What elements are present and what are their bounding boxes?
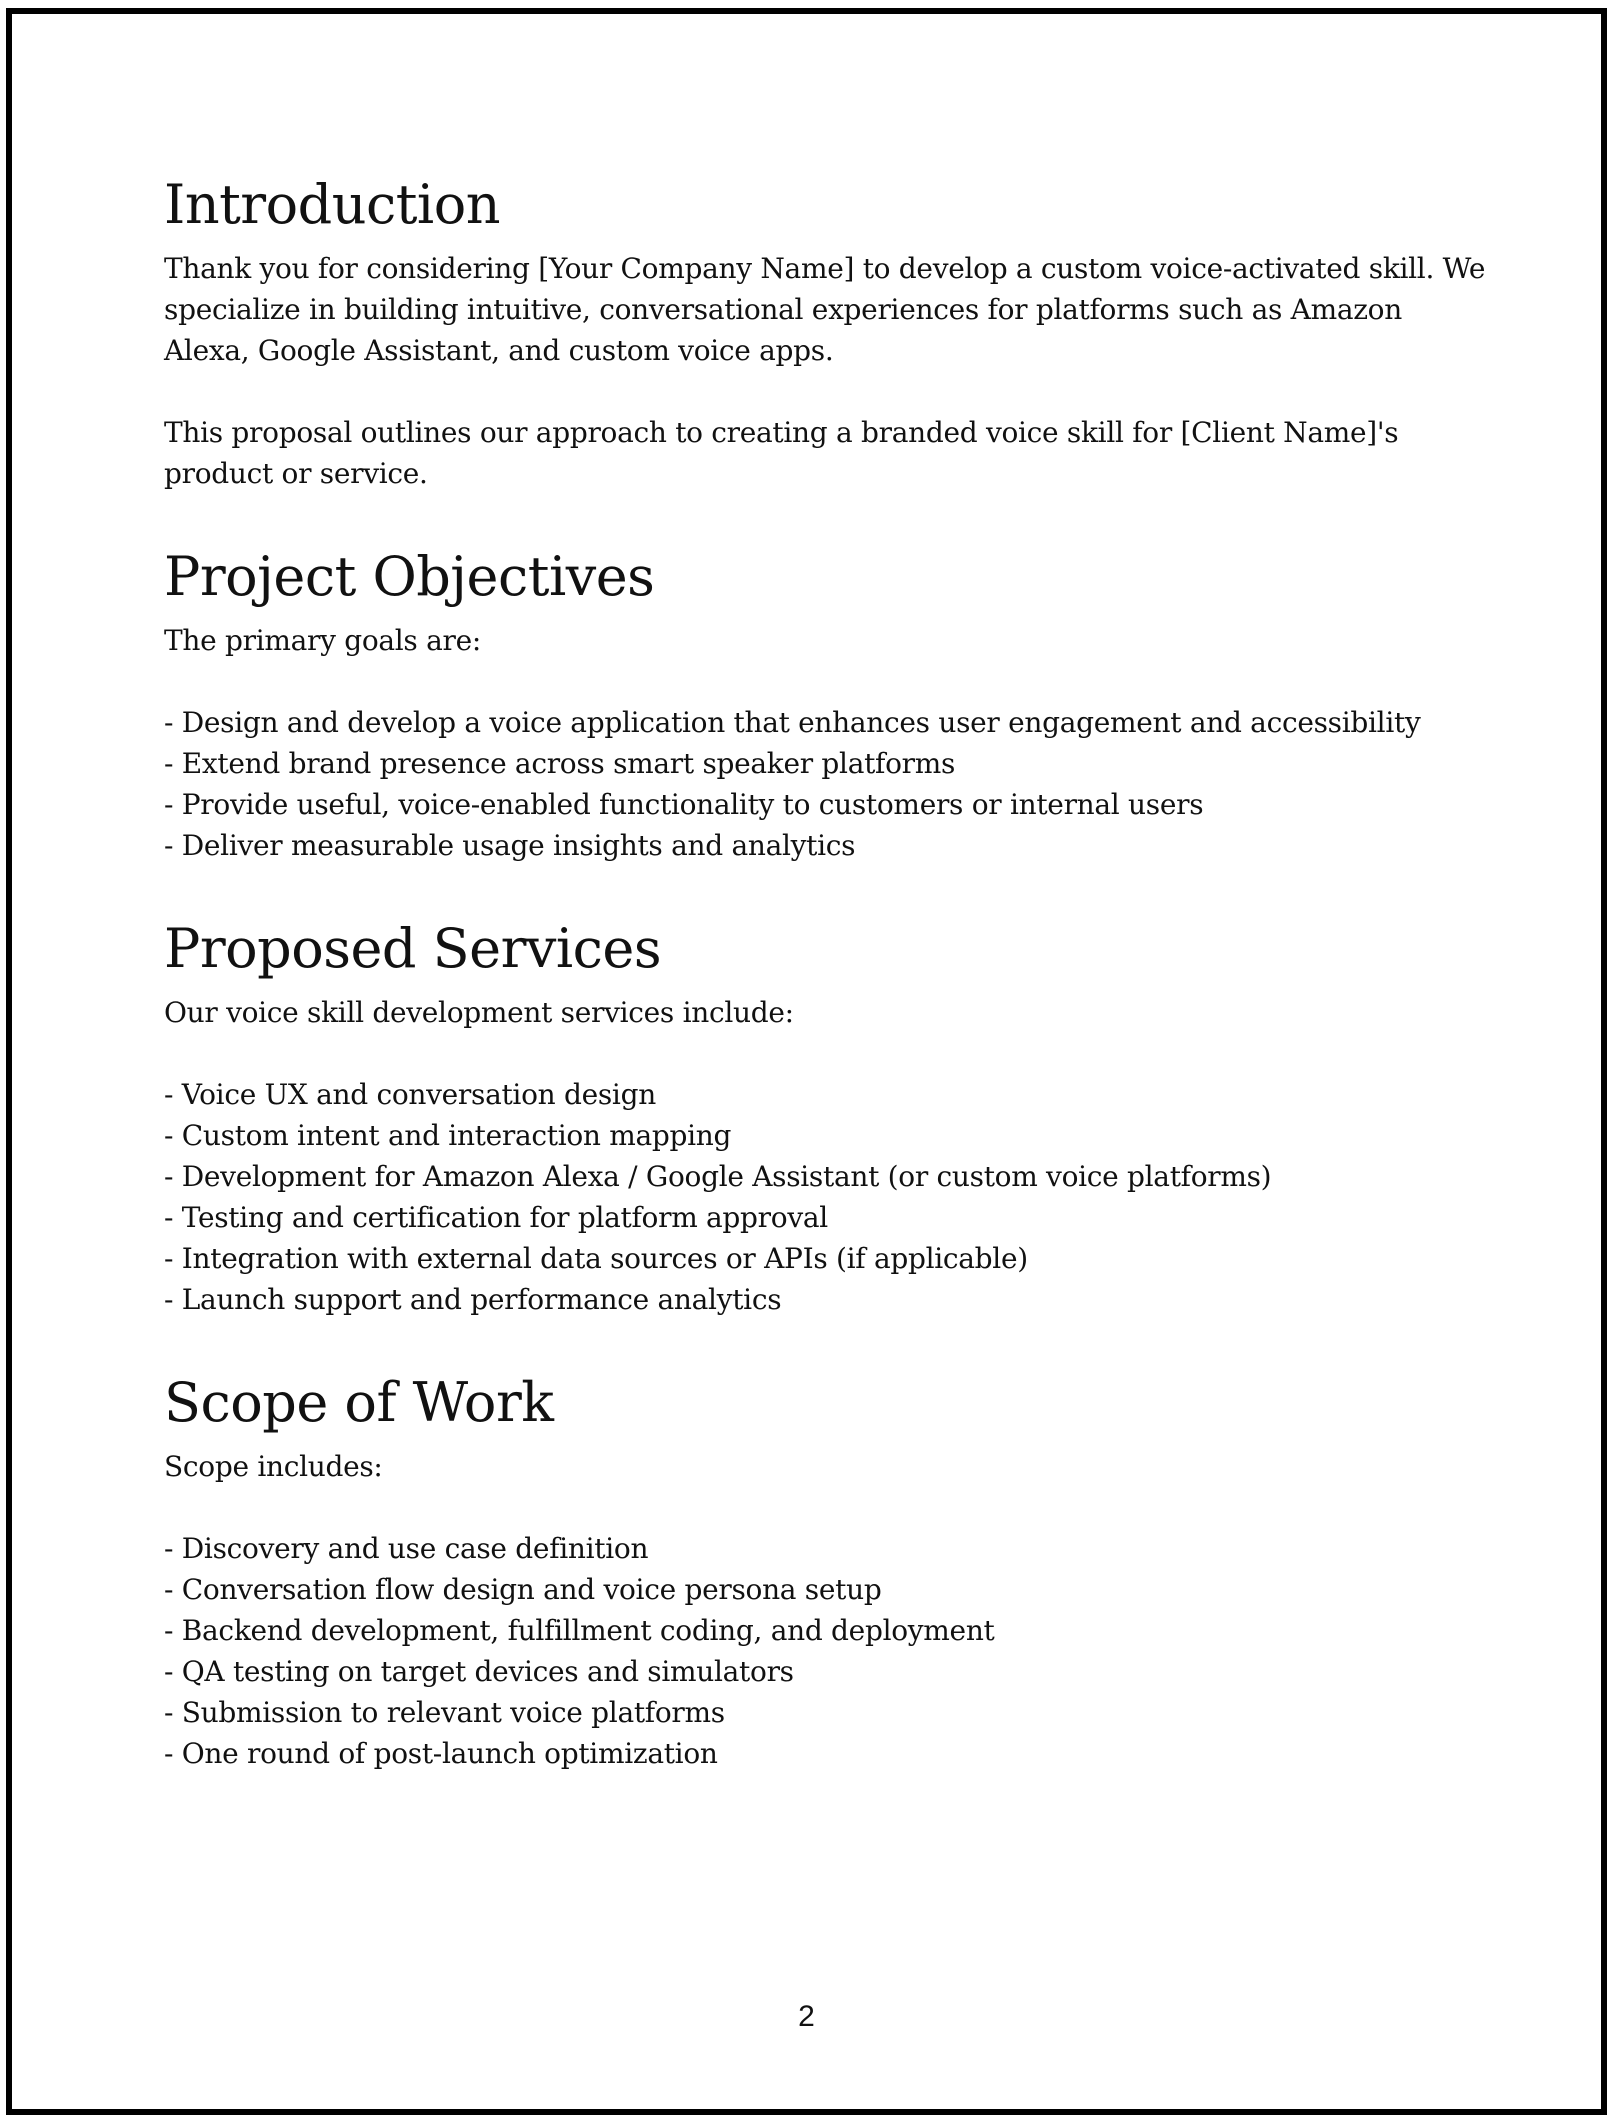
paragraph-spacer bbox=[164, 1033, 1494, 1074]
section-spacer bbox=[164, 494, 1494, 542]
paragraph-spacer bbox=[164, 1487, 1494, 1528]
objectives-list bbox=[164, 702, 1494, 866]
scope-section bbox=[164, 1368, 1494, 1774]
paragraph-spacer bbox=[164, 661, 1494, 702]
services-list bbox=[164, 1074, 1494, 1320]
services-section bbox=[164, 914, 1494, 1320]
scope-intro: Scope includes: bbox=[164, 1450, 383, 1483]
services-heading: Proposed Services bbox=[164, 917, 662, 980]
scope-heading: Scope of Work bbox=[164, 1371, 554, 1434]
introduction-paragraph-1: Thank you for considering [Your Company Name] to develop a custom voice-activated skill. We specialize in building intuitive, conversational experiences for platforms such as Amazon Alexa, Google Assistant, and custom voice apps. bbox=[164, 252, 1486, 367]
list-item: - Deliver measurable usage insights and analytics bbox=[164, 829, 856, 862]
list-item: - Integration with external data sources or APIs (if applicable) bbox=[164, 1242, 1028, 1275]
list-item: - Backend development, fulfillment coding, and deployment bbox=[164, 1614, 995, 1647]
page-number: 2 bbox=[798, 2000, 815, 2033]
list-item: - QA testing on target devices and simulators bbox=[164, 1655, 794, 1688]
document-page bbox=[6, 8, 1607, 2115]
introduction-paragraph-2: This proposal outlines our approach to creating a branded voice skill for [Client Name]'s product or service. bbox=[164, 416, 1399, 490]
list-item: - Conversation flow design and voice persona setup bbox=[164, 1573, 882, 1606]
objectives-section bbox=[164, 542, 1494, 866]
scope-list bbox=[164, 1528, 1494, 1774]
section-spacer bbox=[164, 866, 1494, 914]
list-item: - Custom intent and interaction mapping bbox=[164, 1119, 732, 1152]
introduction-section bbox=[164, 170, 1494, 494]
list-item: - Testing and certification for platform approval bbox=[164, 1201, 828, 1234]
services-intro: Our voice skill development services include: bbox=[164, 996, 794, 1029]
paragraph-spacer bbox=[164, 371, 1494, 412]
list-item: - Extend brand presence across smart speaker platforms bbox=[164, 747, 956, 780]
objectives-intro: The primary goals are: bbox=[164, 624, 481, 657]
list-item: - Submission to relevant voice platforms bbox=[164, 1696, 725, 1729]
list-item: - Development for Amazon Alexa / Google Assistant (or custom voice platforms) bbox=[164, 1160, 1272, 1193]
section-spacer bbox=[164, 1320, 1494, 1368]
list-item: - Launch support and performance analytics bbox=[164, 1283, 782, 1316]
list-item: - Provide useful, voice-enabled functionality to customers or internal users bbox=[164, 788, 1204, 821]
list-item: - Voice UX and conversation design bbox=[164, 1078, 656, 1111]
page-content bbox=[164, 170, 1494, 1774]
list-item: - Design and develop a voice application that enhances user engagement and accessibility bbox=[164, 706, 1421, 739]
introduction-heading: Introduction bbox=[164, 173, 500, 236]
objectives-heading: Project Objectives bbox=[164, 545, 655, 608]
list-item: - One round of post-launch optimization bbox=[164, 1737, 718, 1770]
list-item: - Discovery and use case definition bbox=[164, 1532, 649, 1565]
